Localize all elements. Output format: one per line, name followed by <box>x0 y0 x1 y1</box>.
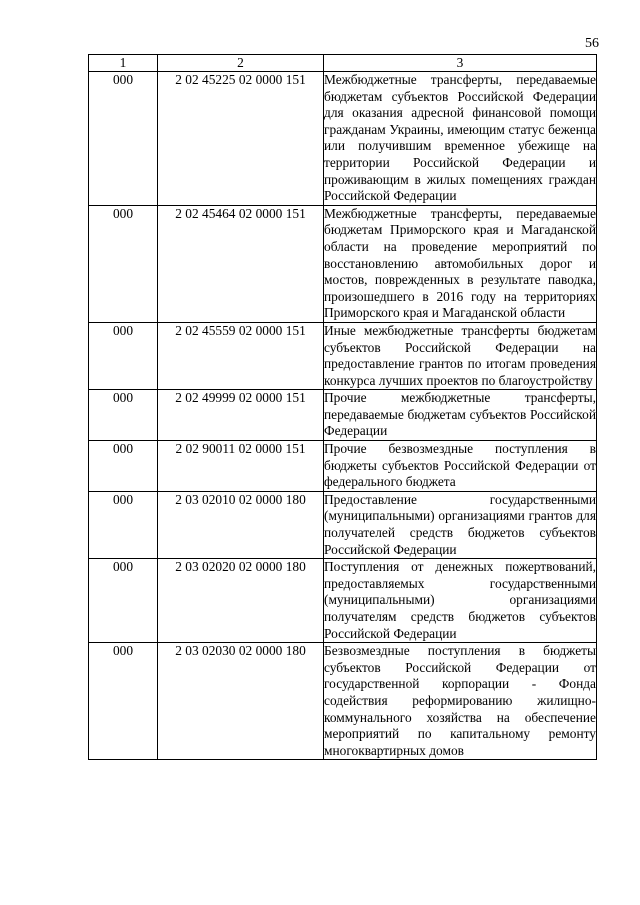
page-number: 56 <box>585 36 599 51</box>
description-cell: Безвозмездные поступления в бюджеты субъектов Российской Федерации от государственной корпорации - Фонда содействия реформированию жилищно-коммунального хозяйства на обеспечение мероприятий по капитальному ремонту многоквартирных домов <box>324 643 597 760</box>
admin-code-cell: 000 <box>89 643 158 760</box>
admin-code-cell: 000 <box>89 390 158 441</box>
table-row <box>89 643 597 760</box>
table-row <box>89 322 597 389</box>
header-col-3: 3 <box>324 55 597 72</box>
table-row <box>89 390 597 441</box>
admin-code-cell: 000 <box>89 72 158 206</box>
description-cell: Иные межбюджетные трансферты бюджетам субъектов Российской Федерации на предоставление грантов по итогам проведения конкурса лучших проектов по благоустройству <box>324 322 597 389</box>
budget-classification-table <box>88 54 597 760</box>
description-cell: Поступления от денежных пожертвований, предоставляемых государственными (муниципальными) организациями получателям средств бюджетов субъектов Российской Федерации <box>324 559 597 643</box>
description-cell: Прочие межбюджетные трансферты, передаваемые бюджетам субъектов Российской Федерации <box>324 390 597 441</box>
description-cell: Прочие безвозмездные поступления в бюджеты субъектов Российской Федерации от федерального бюджета <box>324 441 597 492</box>
table-row <box>89 441 597 492</box>
header-col-2: 2 <box>158 55 324 72</box>
description-cell: Межбюджетные трансферты, передаваемые бюджетам Приморского края и Магаданской области на проведение мероприятий по восстановлению автомобильных дорог и мостов, поврежденных в результате паводка, произошедшего в 2016 году на территориях Приморского края и Магаданской области <box>324 205 597 322</box>
table-row <box>89 72 597 206</box>
budget-code-cell: 2 03 02010 02 0000 180 <box>158 491 324 558</box>
budget-code-cell: 2 02 45225 02 0000 151 <box>158 72 324 206</box>
admin-code-cell: 000 <box>89 441 158 492</box>
admin-code-cell: 000 <box>89 205 158 322</box>
description-cell: Предоставление государственными (муниципальными) организациями грантов для получателей средств бюджетов субъектов Российской Федерации <box>324 491 597 558</box>
table-header-row <box>89 55 597 72</box>
table-row <box>89 491 597 558</box>
description-cell: Межбюджетные трансферты, передаваемые бюджетам субъектов Российской Федерации для оказания адресной финансовой помощи гражданам Украины, имеющим статус беженца или получившим временное убежище на территории Российской Федерации и проживающим в жилых помещениях граждан Российской Федерации <box>324 72 597 206</box>
admin-code-cell: 000 <box>89 491 158 558</box>
table-row <box>89 559 597 643</box>
budget-code-cell: 2 03 02020 02 0000 180 <box>158 559 324 643</box>
admin-code-cell: 000 <box>89 559 158 643</box>
budget-code-cell: 2 02 49999 02 0000 151 <box>158 390 324 441</box>
budget-code-cell: 2 02 90011 02 0000 151 <box>158 441 324 492</box>
table-row <box>89 205 597 322</box>
admin-code-cell: 000 <box>89 322 158 389</box>
budget-code-cell: 2 02 45464 02 0000 151 <box>158 205 324 322</box>
header-col-1: 1 <box>89 55 158 72</box>
budget-code-cell: 2 03 02030 02 0000 180 <box>158 643 324 760</box>
budget-code-cell: 2 02 45559 02 0000 151 <box>158 322 324 389</box>
